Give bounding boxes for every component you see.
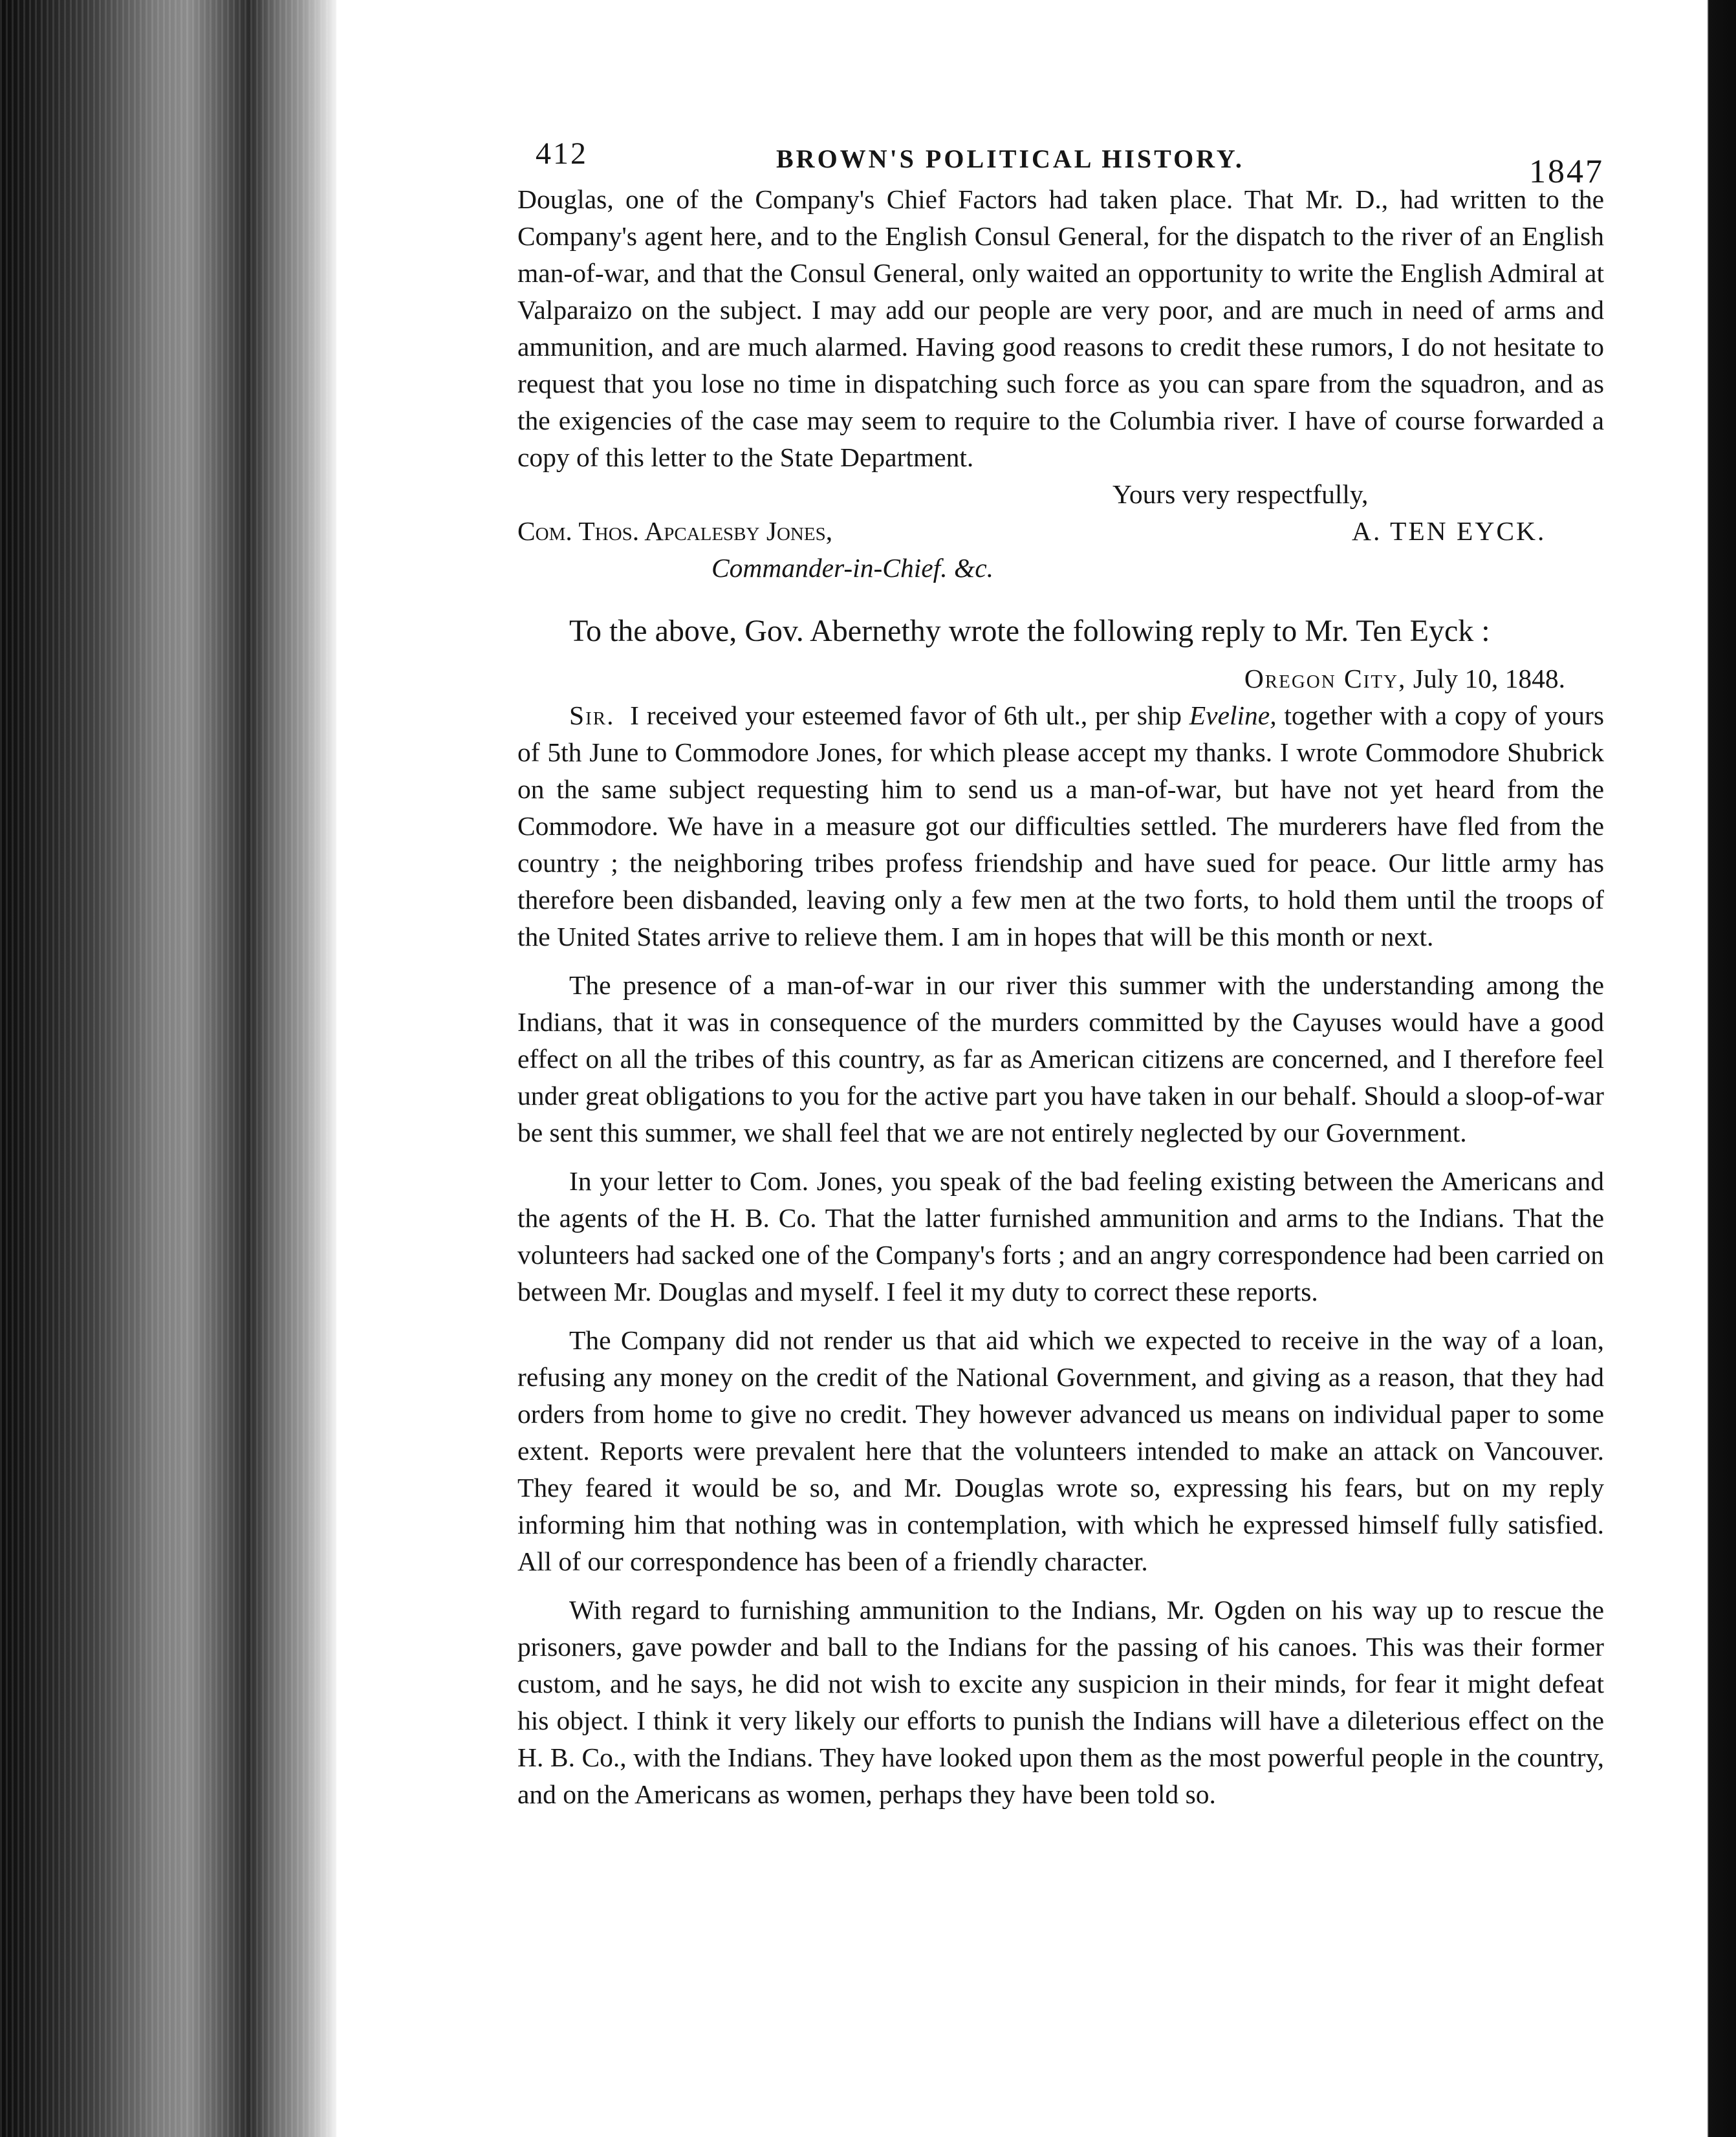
reply-dateline <box>517 660 1604 697</box>
addressee-row <box>517 513 1604 550</box>
dateline-date: July 10, 1848. <box>1413 664 1565 693</box>
book-page <box>517 129 1604 1813</box>
reply-paragraph-2: The presence of a man-of-war in our river this summer with the understanding among the Indians, that it was in consequence of the murders committed by the Cayuses would have a good effect on all the tribes of this country, as far as American citizens are concerned, and I therefore feel under great obligations to you for the active part you have taken in our behalf. Should a sloop-of-war be sent this summer, we shall feel that we are not entirely neglected by our Government. <box>517 970 1604 1147</box>
salutation: Sir. <box>569 700 615 730</box>
dateline-place: Oregon City, <box>1244 664 1407 693</box>
reply-paragraph-4: The Company did not render us that aid which we expected to receive in the way of a loan, refusing any money on the credit of the National Government, and giving as a reason, that they had orders from home to give no credit. They however advanced us means on individual paper to some extent. Reports were prevalent here that the volunteers intended to make an attack on Vancouver. They feared it would be so, and Mr. Douglas wrote so, expressing his fears, but on my reply informing him that nothing was in contemplation, with which he expressed himself fully satisfied. All of our correspondence has been of a friendly character. <box>517 1325 1604 1576</box>
p1-after-ship: together with a copy of yours of 5th June to Commodore Jones, for which please accept my thanks. I wrote Commodore Shubrick on the same subject requesting him to send us a man-of-war, but have not yet heard from the Commodore. We have in a measure got our difficulties settled. The murderers have fled from the country ; the neighboring tribes profess friendship and have sued for peace. Our little army has therefore been disbanded, leaving only a few men at the two forts, to hold them until the troops of the United States arrive to relieve them. I am in hopes that will be this month or next. <box>517 700 1605 951</box>
page-body <box>517 181 1604 1813</box>
running-year: 1847 <box>1529 153 1604 190</box>
reply-paragraph-5: With regard to furnishing ammunition to the Indians, Mr. Ogden on his way up to rescue the prisoners, gave powder and ball to the Indians for the passing of his canoes. This was their former custom, and he says, he did not wish to excite any suspicion in their minds, for fear it might defeat his object. I think it very likely our efforts to punish the Indians will have a dileterious effect on the H. B. Co., with the Indians. They have looked upon them as the most powerful people in the country, and on the Americans as women, perhaps they have been told so. <box>517 1595 1604 1809</box>
letter-continuation-paragraph: Douglas, one of the Company's Chief Factors had taken place. That Mr. D., had written to the Company's agent here, and to the English Consul General, for the dispatch to the river of an English man-of-war, and that the Consul General, only waited an opportunity to write the English Admiral at Valparaizo on the subject. I may add our people are very poor, and are much in need of arms and ammunition, and are much alarmed. Having good reasons to credit these rumors, I do not hesitate to request that you lose no time in dispatching such force as you can spare from the squadron, and as the exigencies of the case may seem to require to the Columbia river. I have of course forwarded a copy of this letter to the State Department. <box>517 184 1604 472</box>
running-title: BROWN'S POLITICAL HISTORY. <box>776 144 1244 173</box>
addressee-name: Com. Thos. Apcalesby Jones, <box>517 516 833 546</box>
p1-before-ship: I received your esteemed favor of 6th ult., per ship <box>630 700 1182 730</box>
addressee-title-row <box>517 550 1604 587</box>
page-number: 412 <box>536 136 588 171</box>
ship-name: Eveline, <box>1189 700 1277 730</box>
scan-border <box>1695 0 1736 2137</box>
running-head <box>517 129 1604 190</box>
closing-row <box>517 476 1604 513</box>
reply-paragraph-3: In your letter to Com. Jones, you speak of the bad feeling existing between the Americans and the agents of the H. B. Co. That the latter furnished ammunition and arms to the Indians. That the volunteers had sacked one of the Company's forts ; and an angry correspondence had been carried on between Mr. Douglas and myself. I feel it my duty to correct these reports. <box>517 1166 1604 1307</box>
letter-closing: Yours very respectfully, <box>1112 479 1369 509</box>
reply-paragraph-1 <box>517 697 1604 955</box>
book-page-edge <box>0 0 336 2137</box>
letter-signature: A. TEN EYCK. <box>1352 516 1546 546</box>
reply-intro: To the above, Gov. Abernethy wrote the following reply to Mr. Ten Eyck : <box>569 614 1490 648</box>
addressee-title: Commander-in-Chief. &c. <box>711 553 994 583</box>
